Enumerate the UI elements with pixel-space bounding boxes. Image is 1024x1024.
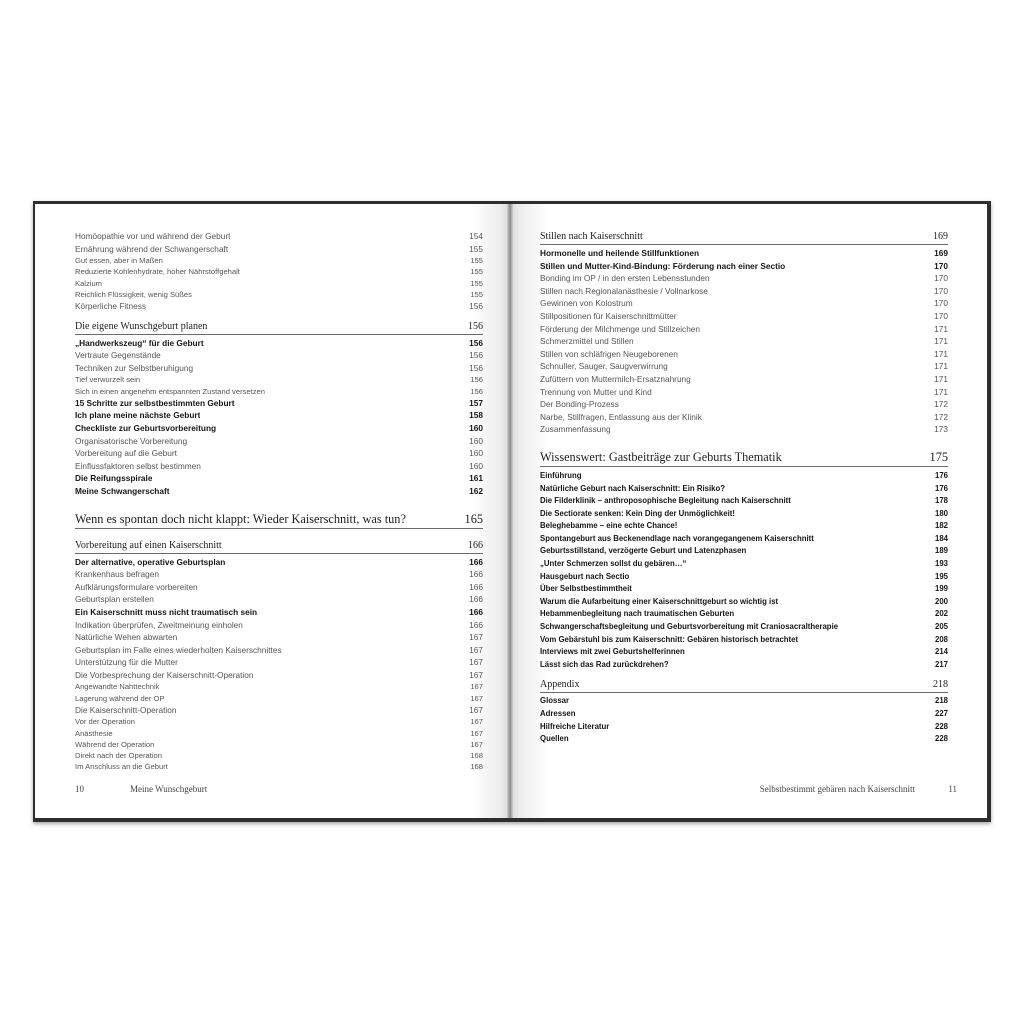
toc-entry-title: Bonding im OP / in den ersten Lebensstunden — [540, 273, 710, 284]
toc-entry-page: 156 — [470, 375, 483, 385]
toc-entry-title: Geburtsplan erstellen — [75, 594, 154, 605]
toc-entry-title: Der Bonding-Prozess — [540, 399, 619, 410]
toc-entry-title: Krankenhaus befragen — [75, 569, 159, 580]
toc-entry — [75, 397, 483, 410]
toc-entry — [540, 621, 948, 634]
toc-section-heading — [540, 230, 948, 245]
toc-entry-page: 155 — [469, 243, 483, 254]
toc-entry-page: 160 — [469, 435, 483, 446]
toc-entry — [540, 272, 948, 285]
toc-entry — [75, 422, 483, 435]
toc-entry-title: Stillpositionen für Kaiserschnittmütter — [540, 310, 677, 321]
toc-entry-title: Narbe, Stillfragen, Entlassung aus der Klinik — [540, 411, 702, 422]
toc-entry-page: 171 — [934, 386, 948, 397]
toc-entry — [75, 409, 483, 422]
toc-entry-page: 228 — [934, 721, 948, 731]
toc-entry-title: Spontangeburt aus Beckenendlage nach vorangegangenem Kaiserschnitt — [540, 533, 814, 543]
toc-entry-page: 176 — [934, 470, 948, 480]
toc-entry — [75, 606, 483, 619]
toc-entry-title: Lagerung während der OP — [75, 693, 165, 703]
toc-entry-page: 167 — [470, 728, 483, 738]
toc-entry — [540, 708, 948, 721]
section-spacer — [75, 498, 483, 512]
toc-entry-title: Die Vorbesprechung der Kaiserschnitt-Operation — [75, 669, 254, 680]
toc-entry — [540, 646, 948, 659]
toc-entry-page: 217 — [934, 659, 948, 669]
toc-entry-page: 162 — [469, 485, 483, 496]
toc-section-heading — [75, 539, 483, 554]
toc-entry-page: 199 — [934, 584, 948, 594]
toc-entry-page: 169 — [934, 248, 948, 258]
toc-entry-page: 172 — [934, 411, 948, 422]
toc-entry — [75, 704, 483, 717]
toc-entry — [75, 631, 483, 644]
toc-entry-title: Während der Operation — [75, 739, 155, 749]
toc-entry — [75, 243, 483, 256]
toc-entry-title: Einflussfaktoren selbst bestimmen — [75, 460, 201, 471]
toc-entry — [75, 656, 483, 669]
toc-entry-title: Vom Gebärstuhl bis zum Kaiserschnitt: Gebären historisch betrachtet — [540, 634, 799, 644]
toc-entry-title: Einführung — [540, 470, 582, 480]
toc-entry-page: 180 — [934, 508, 948, 518]
toc-entry-title: Förderung der Milchmenge und Stillzeichen — [540, 323, 701, 334]
toc-entry-title: Vorbereitung auf einen Kaiserschnitt — [75, 539, 222, 551]
running-title-right: Selbstbestimmt gebären nach Kaiserschnitt — [759, 784, 915, 794]
toc-entry-page: 172 — [934, 399, 948, 410]
toc-entry-title: Die eigene Wunschgeburt planen — [75, 320, 208, 332]
section-spacer — [540, 671, 948, 678]
toc-entry-title: Trennung von Mutter und Kind — [540, 386, 652, 397]
toc-entry-page: 214 — [934, 647, 948, 657]
toc-entry — [75, 278, 483, 289]
toc-entry — [540, 310, 948, 323]
toc-entry-page: 169 — [933, 231, 948, 242]
toc-entry-page: 166 — [469, 619, 483, 630]
toc-entry-page: 178 — [934, 496, 948, 506]
book-spine-gutter — [507, 204, 513, 818]
toc-entry-title: Der alternative, operative Geburtsplan — [75, 556, 226, 567]
toc-entry-page: 155 — [470, 289, 483, 299]
toc-entry-page: 168 — [470, 751, 483, 761]
toc-entry — [540, 423, 948, 436]
toc-entry — [75, 374, 483, 385]
toc-entry — [75, 362, 483, 375]
toc-entry-title: Techniken zur Selbstberuhigung — [75, 362, 194, 373]
toc-entry-page: 154 — [469, 231, 483, 241]
toc-entry — [540, 545, 948, 558]
toc-entry-page: 167 — [470, 739, 483, 749]
toc-entry-page: 168 — [470, 762, 483, 772]
toc-entry-page: 218 — [934, 696, 948, 706]
toc-entry — [75, 386, 483, 397]
toc-entry-title: Natürliche Wehen abwarten — [75, 632, 178, 643]
toc-entry-page: 175 — [929, 449, 948, 464]
toc-entry-page: 228 — [934, 734, 948, 744]
toc-entry-page: 156 — [470, 386, 483, 396]
toc-entry-title: Geburtsstillstand, verzögerte Geburt und Latenzphasen — [540, 546, 747, 556]
toc-entry-title: Organisatorische Vorbereitung — [75, 435, 188, 446]
toc-entry — [75, 681, 483, 692]
toc-entry-page: 184 — [934, 533, 948, 543]
toc-entry — [75, 556, 483, 569]
toc-entry — [540, 659, 948, 672]
toc-entry — [540, 386, 948, 399]
toc-entry — [75, 460, 483, 473]
toc-entry-title: Gewinnen von Kolostrum — [540, 298, 633, 309]
toc-entry-page: 171 — [934, 361, 948, 372]
toc-entry-title: Interviews mit zwei Geburtshelferinnen — [540, 647, 685, 657]
running-title-left: Meine Wunschgeburt — [130, 784, 208, 794]
toc-entry — [540, 558, 948, 571]
toc-entry-title: Meine Schwangerschaft — [75, 485, 170, 496]
toc-entry-title: Angewandte Nahttechnik — [75, 682, 160, 692]
toc-entry-title: Geburtsplan im Falle eines wiederholten Kaiserschnittes — [75, 644, 282, 655]
toc-entry-title: Zufüttern von Muttermilch-Ersatznahrung — [540, 373, 691, 384]
toc-section-heading — [540, 450, 948, 467]
toc-entry-title: Schnuller, Sauger, Saugverwirrung — [540, 361, 668, 372]
toc-entry — [75, 716, 483, 727]
toc-entry — [75, 255, 483, 266]
toc-entry-page: 155 — [470, 267, 483, 277]
toc-entry-page: 160 — [469, 448, 483, 459]
toc-entry-title: Zusammenfassung — [540, 424, 611, 435]
toc-entry-page: 182 — [934, 521, 948, 531]
toc-entry — [75, 289, 483, 300]
toc-entry-title: Schmerzmittel und Stillen — [540, 336, 634, 347]
toc-entry-page: 156 — [469, 301, 483, 311]
toc-entry-title: Unterstützung für die Mutter — [75, 657, 178, 668]
toc-entry-page: 155 — [470, 278, 483, 288]
toc-entry-page: 166 — [468, 539, 483, 551]
toc-entry-title: Reichlich Flüssigkeit, wenig Süßes — [75, 289, 192, 299]
toc-entry-title: Schwangerschaftsbegleitung und Geburtsvorbereitung mit Craniosacraltherapie — [540, 622, 839, 632]
toc-entry-title: 15 Schritte zur selbstbestimmten Geburt — [75, 397, 235, 408]
toc-entry-title: Im Anschluss an die Geburt — [75, 762, 168, 772]
toc-entry-page: 170 — [934, 298, 948, 309]
toc-entry-page: 171 — [934, 336, 948, 347]
toc-entry-title: Checkliste zur Geburtsvorbereitung — [75, 422, 217, 433]
toc-entry-title: Hausgeburt nach Sectio — [540, 571, 630, 581]
toc-entry — [540, 520, 948, 533]
toc-section-heading — [75, 320, 483, 335]
toc-entry-page: 195 — [934, 571, 948, 581]
toc-entry — [75, 300, 483, 313]
toc-entry-page: 170 — [934, 273, 948, 284]
toc-entry-title: Vor der Operation — [75, 717, 135, 727]
toc-entry-page: 167 — [469, 644, 483, 655]
toc-entry-title: Adressen — [540, 709, 576, 718]
toc-entry — [540, 721, 948, 734]
toc-section-heading — [540, 678, 948, 693]
toc-entry — [75, 266, 483, 277]
toc-entry-page: 156 — [469, 350, 483, 361]
toc-entry-page: 227 — [934, 709, 948, 718]
toc-entry-page: 167 — [469, 657, 483, 668]
toc-entry-page: 171 — [934, 323, 948, 334]
toc-entry-title: Tief verwurzelt sein — [75, 375, 141, 385]
toc-right — [540, 230, 948, 746]
toc-entry-page: 218 — [933, 679, 948, 691]
toc-entry-title: Homöopathie vor und während der Geburt — [75, 231, 231, 241]
toc-entry-page: 167 — [469, 632, 483, 643]
toc-entry-page: 156 — [469, 362, 483, 373]
toc-entry-page: 176 — [934, 483, 948, 493]
toc-entry-title: Lässt sich das Rad zurückdrehen? — [540, 659, 669, 669]
toc-entry-title: „Handwerkszeug“ für die Geburt — [75, 337, 204, 348]
page-number-left: 10 — [75, 784, 84, 794]
toc-entry-page: 166 — [469, 581, 483, 592]
toc-entry-title: Reduzierte Kohlenhydrate, hoher Nährstoffgehalt — [75, 267, 240, 277]
toc-entry-page: 208 — [934, 634, 948, 644]
toc-entry-page: 157 — [469, 397, 483, 408]
toc-entry-page: 167 — [470, 693, 483, 703]
toc-entry-page: 156 — [469, 337, 483, 348]
toc-entry-title: Quellen — [540, 734, 569, 744]
toc-entry-title: Wissenswert: Gastbeiträge zur Geburts Thematik — [540, 449, 782, 464]
toc-entry — [540, 695, 948, 708]
toc-entry-title: Warum die Aufarbeitung einer Kaiserschnittgeburt so wichtig ist — [540, 596, 779, 606]
toc-entry — [75, 435, 483, 448]
toc-entry — [75, 669, 483, 682]
toc-entry — [540, 260, 948, 273]
toc-entry-page: 166 — [469, 606, 483, 617]
toc-entry — [540, 596, 948, 609]
toc-entry-page: 166 — [469, 594, 483, 605]
toc-entry — [540, 373, 948, 386]
toc-entry-title: Die Kaiserschnitt-Operation — [75, 704, 177, 715]
toc-entry — [540, 733, 948, 746]
toc-entry-page: 156 — [468, 320, 483, 332]
section-spacer — [75, 313, 483, 320]
toc-entry-page: 193 — [934, 559, 948, 569]
toc-entry — [540, 360, 948, 373]
toc-entry-title: Körperliche Fitness — [75, 301, 147, 311]
toc-entry-title: Die Sectiorate senken: Kein Ding der Unmöglichkeit! — [540, 508, 735, 518]
toc-entry-page: 160 — [469, 460, 483, 471]
toc-entry — [540, 348, 948, 361]
toc-entry-page: 171 — [934, 348, 948, 359]
toc-entry-title: Hilfreiche Literatur — [540, 721, 610, 731]
toc-section-heading — [75, 512, 483, 529]
toc-entry — [75, 568, 483, 581]
toc-entry-title: Natürliche Geburt nach Kaiserschnitt: Ein Risiko? — [540, 483, 725, 493]
toc-entry-page: 167 — [469, 704, 483, 715]
toc-entry-title: Gut essen, aber in Maßen — [75, 256, 163, 266]
toc-entry-title: Direkt nach der Operation — [75, 751, 162, 761]
toc-entry — [540, 470, 948, 483]
toc-entry-page: 173 — [934, 424, 948, 435]
toc-entry-title: Wenn es spontan doch nicht klappt: Wieder Kaiserschnitt, was tun? — [75, 511, 406, 526]
open-book — [33, 201, 991, 822]
toc-entry-title: „Unter Schmerzen sollst du gebären…“ — [540, 559, 687, 569]
section-spacer — [540, 436, 948, 450]
toc-entry-title: Die Filderklinik – anthroposophische Begleitung nach Kaiserschnitt — [540, 496, 791, 506]
toc-entry — [75, 761, 483, 772]
toc-entry-title: Ich plane meine nächste Geburt — [75, 410, 201, 421]
toc-entry — [75, 337, 483, 350]
toc-entry-title: Stillen und Mutter-Kind-Bindung: Förderung nach einer Sectio — [540, 260, 786, 271]
toc-entry — [75, 349, 483, 362]
toc-entry-page: 160 — [469, 422, 483, 433]
page-number-right: 11 — [948, 784, 957, 794]
toc-entry-title: Anästhesie — [75, 728, 113, 738]
toc-entry — [540, 483, 948, 496]
toc-entry — [75, 485, 483, 498]
toc-entry — [540, 634, 948, 647]
toc-entry — [540, 533, 948, 546]
toc-entry-title: Glossar — [540, 696, 570, 706]
toc-entry-title: Hebammenbegleitung nach traumatischen Geburten — [540, 609, 735, 619]
toc-left — [75, 230, 483, 772]
toc-entry — [75, 693, 483, 704]
toc-entry-page: 189 — [934, 546, 948, 556]
toc-entry — [75, 581, 483, 594]
left-page — [35, 204, 510, 818]
toc-entry-page: 167 — [469, 669, 483, 680]
toc-entry-page: 166 — [469, 556, 483, 567]
toc-entry-page: 166 — [469, 569, 483, 580]
toc-entry — [540, 323, 948, 336]
toc-entry-title: Beleghebamme – eine echte Chance! — [540, 521, 678, 531]
toc-entry — [75, 728, 483, 739]
toc-entry-page: 170 — [934, 285, 948, 296]
toc-entry-title: Ein Kaiserschnitt muss nicht traumatisch sein — [75, 606, 258, 617]
toc-entry — [540, 571, 948, 584]
toc-entry — [540, 495, 948, 508]
toc-entry — [540, 608, 948, 621]
toc-entry-title: Kalzium — [75, 278, 103, 288]
toc-entry-page: 165 — [464, 511, 483, 526]
toc-entry — [75, 644, 483, 657]
section-spacer — [75, 532, 483, 539]
toc-entry-page: 171 — [934, 373, 948, 384]
toc-entry — [75, 447, 483, 460]
toc-entry — [540, 398, 948, 411]
toc-entry-title: Indikation überprüfen, Zweitmeinung einholen — [75, 619, 243, 630]
toc-entry-title: Aufklärungsformulare vorbereiten — [75, 581, 198, 592]
toc-entry-page: 158 — [469, 410, 483, 421]
toc-entry — [540, 335, 948, 348]
toc-entry-page: 200 — [934, 596, 948, 606]
right-page — [510, 204, 987, 818]
toc-entry — [75, 230, 483, 243]
toc-entry-page: 205 — [934, 622, 948, 632]
toc-entry-page: 170 — [934, 310, 948, 321]
toc-entry-page: 161 — [469, 473, 483, 484]
toc-entry-title: Appendix — [540, 679, 580, 691]
toc-entry — [75, 593, 483, 606]
toc-entry — [540, 247, 948, 260]
toc-entry — [540, 583, 948, 596]
toc-entry-title: Hormonelle und heilende Stillfunktionen — [540, 248, 700, 258]
toc-entry-title: Stillen nach Kaiserschnitt — [540, 231, 643, 242]
toc-entry — [540, 297, 948, 310]
toc-entry-page: 170 — [934, 260, 948, 271]
toc-entry-title: Stillen nach Regionalanästhesie / Vollnarkose — [540, 285, 708, 296]
toc-entry — [75, 739, 483, 750]
toc-entry — [540, 411, 948, 424]
toc-entry-page: 167 — [470, 682, 483, 692]
toc-entry — [75, 472, 483, 485]
toc-entry — [540, 285, 948, 298]
toc-entry-title: Sich in einen angenehm entspannten Zustand versetzen — [75, 386, 265, 396]
toc-entry — [75, 750, 483, 761]
toc-entry-title: Vertraute Gegenstände — [75, 350, 161, 361]
toc-entry-title: Stillen von schläfrigen Neugeborenen — [540, 348, 678, 359]
toc-entry — [540, 508, 948, 521]
toc-entry-page: 167 — [470, 717, 483, 727]
toc-entry-title: Vorbereitung auf die Geburt — [75, 448, 177, 459]
toc-entry-page: 202 — [934, 609, 948, 619]
toc-entry-title: Ernährung während der Schwangerschaft — [75, 243, 229, 254]
toc-entry — [75, 619, 483, 632]
toc-entry-title: Die Reifungsspirale — [75, 473, 153, 484]
toc-entry-page: 155 — [470, 256, 483, 266]
toc-entry-title: Über Selbstbestimmtheit — [540, 584, 632, 594]
